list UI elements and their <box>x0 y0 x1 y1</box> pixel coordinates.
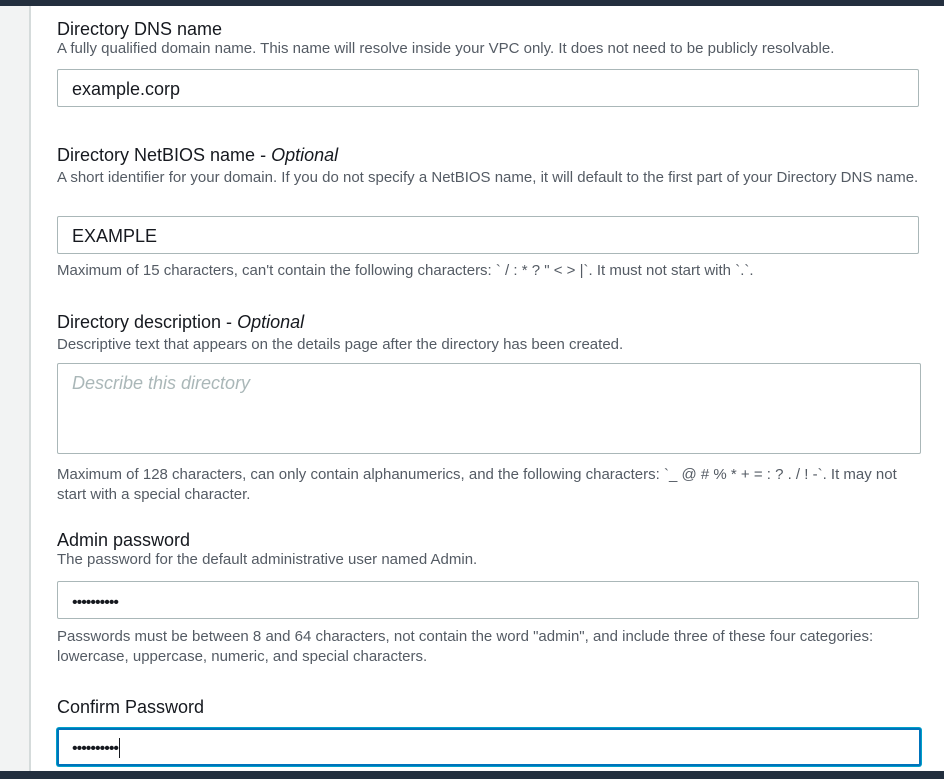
admin-password-field <box>57 529 927 665</box>
directory-description-constraint: Maximum of 128 characters, can only contain alphanumerics, and the following characters: `_ @ # % * + = : ? . / ! -`. It may not start with a special character. <box>57 466 897 503</box>
admin-password-label: Admin password <box>57 530 191 550</box>
directory-description-placeholder: Describe this directory <box>72 373 251 393</box>
directory-description-textarea[interactable] <box>57 363 921 454</box>
confirm-password-field <box>57 696 927 757</box>
directory-description-help: Descriptive text that appears on the details page after the directory has been created. <box>57 336 624 353</box>
side-navigation-panel <box>0 6 31 771</box>
text-caret <box>119 738 120 758</box>
netbios-name-label: Directory NetBIOS name - Optional <box>57 145 339 165</box>
netbios-name-input[interactable] <box>57 216 919 254</box>
netbios-name-field <box>57 144 927 279</box>
dns-name-field <box>57 18 927 99</box>
admin-password-description: The password for the default administrative user named Admin. <box>57 551 478 568</box>
confirm-password-input[interactable] <box>57 728 921 766</box>
dns-name-description: A fully qualified domain name. This name will resolve inside your VPC only. It does not need to be publicly resolvable. <box>57 40 835 57</box>
dns-name-label: Directory DNS name <box>57 19 223 39</box>
top-navigation-bar <box>0 0 944 6</box>
netbios-name-value: EXAMPLE <box>72 226 158 246</box>
directory-description-label: Directory description - Optional <box>57 312 305 332</box>
netbios-name-constraint: Maximum of 15 characters, can't contain the following characters: ` / : * ? " < > |`. It must not start with `.`. <box>57 262 754 279</box>
dns-name-input[interactable] <box>57 69 919 107</box>
dns-name-value: example.corp <box>72 79 181 99</box>
confirm-password-value: •••••••••• <box>72 740 119 757</box>
description-optional-tag: Optional <box>237 312 305 332</box>
netbios-optional-tag: Optional <box>271 145 339 165</box>
netbios-name-description: A short identifier for your domain. If you do not specify a NetBIOS name, it will default to the first part of your Directory DNS name. <box>57 169 919 186</box>
bottom-bar <box>0 771 944 779</box>
admin-password-constraint: Passwords must be between 8 and 64 characters, not contain the word "admin", and include three of these four categories: lowercase, uppercase, numeric, and special characters. <box>57 628 874 665</box>
confirm-password-label: Confirm Password <box>57 697 205 717</box>
admin-password-input[interactable] <box>57 581 919 619</box>
admin-password-value: •••••••••• <box>72 594 119 611</box>
directory-description-field <box>57 311 927 503</box>
